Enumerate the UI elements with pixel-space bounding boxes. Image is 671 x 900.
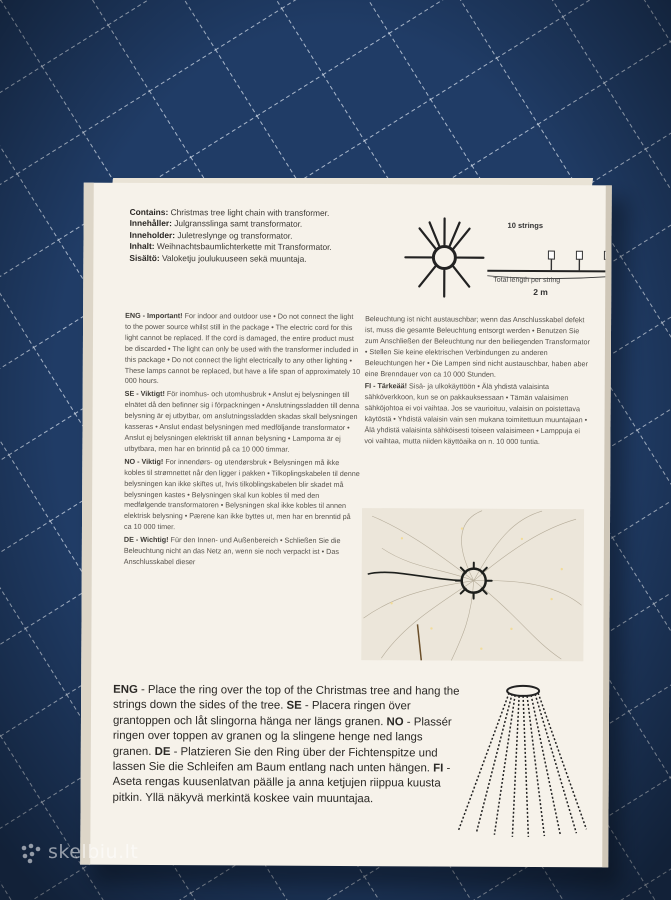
length-value-label: 2 m xyxy=(533,286,548,298)
strings-count-label: 10 strings xyxy=(507,220,544,231)
contents-line: Contains: Christmas tree light chain with transformer. xyxy=(129,206,330,218)
safety-text-left-column xyxy=(124,311,361,569)
contents-list xyxy=(129,207,379,265)
contents-line: Innehåller: Julgransslinga samt transformator. xyxy=(129,218,303,230)
watermark-logo-icon xyxy=(20,842,42,864)
safety-text-right-column xyxy=(364,314,591,448)
product-photo xyxy=(361,508,584,661)
contents-line: Inneholder: Juletreslynge og transformator. xyxy=(129,229,293,241)
safety-paragraph-eng: ENG - Important! For indoor and outdoor use • Do not connect the light to the power source whilst still in the package • The electric cord for this light cannot be replaced. If the cord is damaged, the entire product must be discarded • The light can only be used with the transformer included in this package • Do not connect the light electrically to any other lighting • These lamps cannot be replaced, but have a life span of approximately 10 000 hours. xyxy=(124,310,361,386)
installation-instructions: ENG - Place the ring over the top of the Christmas tree and hang the strings down the sides of the tree. SE - Placera ringen över grantoppen och låt slingorna hänga ner längs granen. NO - Plassér ringen over toppen av granen og la slingene henge ned langs granen. DE - Platzieren Sie den Ring über der Fichtenspitze und lassen Sie die Schleifen am Baum entlang nach unten hängen. FI - Aseta rengas kuusenlatvan päälle ja anna ketjujen riippua kuusta pitkin. Yllä näkyvä merkintä koskee vain muuntajaa. xyxy=(112,683,460,805)
safety-paragraph-de-cont: Beleuchtung ist nicht austauschbar; wenn das Anschlusskabel defekt ist, muss die gesamte Beleuchtung entsorgt werden • Benutzen Sie zum Anschließen der Beleuchtung nur den beiliegenden Transformator • Stellen Sie keine elektrischen Verbindungen zu anderen Beleuchtungen her • Die Lampen sind nicht austauschbar, haben aber eine Brenndauer von ca 10 000 Stunden. xyxy=(364,314,590,379)
safety-paragraph-se: SE - Viktigt! För inomhus- och utomhusbruk • Anslut ej belysningen till elnätet då den befinner sig i förpackningen • Anslutningssladden till denna belysning är ej utbytbar, om anslutningssladden skadas skall belysningen kasseras • Anslut endast belysningen med medföljande transformator • Anslut ej belysningen elektriskt till annan belysning • Lamporna är ej utbytbara, men har en brinntid på ca 10 000 timmar. xyxy=(124,389,360,454)
tree-cone-diagram xyxy=(450,681,591,842)
contents-line: Sisältö: Valoketju joulukuuseen sekä muuntaja. xyxy=(129,252,307,264)
safety-paragraph-de: DE - Wichtig! Für den Innen- und Außenbereich • Schließen Sie die Beleuchtung nicht an das Netz an, wenn sie noch verpackt ist • Das Anschlusskabel dieser xyxy=(123,534,341,567)
watermark-text: skelbiu.lt xyxy=(48,841,139,863)
product-box-back xyxy=(80,183,612,868)
total-length-label: Total length per string xyxy=(493,276,561,285)
contents-line: Inhalt: Weihnachtsbaumlichterkette mit Transformator. xyxy=(129,241,332,253)
safety-paragraph-no: NO - Viktig! For innendørs- og utendørsbruk • Belysningen må ikke kobles til strømnettet når den ligger i pakken • Tilkoplingskabelen til denne belysningen kan ikke skiftes ut, hvis tilkoblingskabelen blir skadet må belysningen kastes • Belysningen skal kun kobles til med den medfølgende transformatoren • Belysningen skal ikke kobles til annen elektrisk belysning • Pærene kan ikke byttes ut, men har en brenntid på ca 10 000 timer. xyxy=(123,456,360,532)
safety-paragraph-fi: FI - Tärkeää! Sisä- ja ulkokäyttöön • Älä yhdistä valaisinta sähköverkkoon, kun se on pakkauksessaan • Tämän valaisimen sähköjohtoa ei voi vaihtaa. Jos se vaurioituu, valaisin on poistettava käytöstä • Yhdistä valaisin vain sen mukana toimitettuun muuntajaan • Älä yhdistä valaisinta sähköisesti toiseen valaisimeen • Lamppuja ei voi vaihtaa, mutta niiden käyttöaika on n. 10 000 tuntia. xyxy=(364,381,588,446)
